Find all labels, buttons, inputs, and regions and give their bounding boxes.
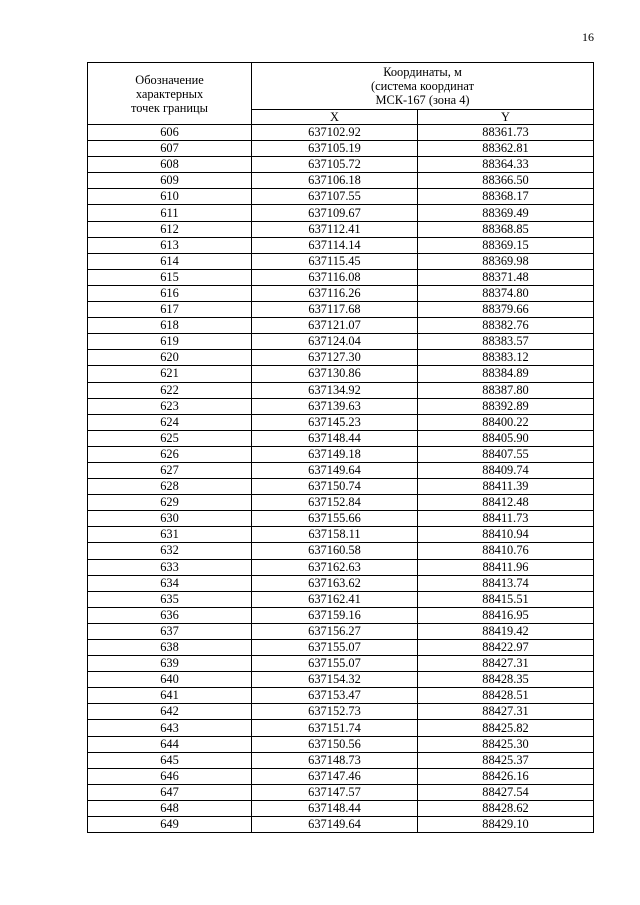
cell-point-id: 615 [88,269,252,285]
cell-x: 637107.55 [252,189,418,205]
cell-point-id: 628 [88,479,252,495]
cell-y: 88411.96 [418,559,594,575]
cell-point-id: 622 [88,382,252,398]
header-x: X [252,110,418,125]
table-row [88,736,594,752]
cell-point-id: 634 [88,575,252,591]
cell-point-id: 616 [88,285,252,301]
cell-x: 637148.73 [252,752,418,768]
cell-y: 88427.31 [418,656,594,672]
cell-x: 637150.74 [252,479,418,495]
cell-point-id: 633 [88,559,252,575]
table-row [88,640,594,656]
cell-y: 88410.94 [418,527,594,543]
cell-x: 637124.04 [252,334,418,350]
cell-y: 88416.95 [418,607,594,623]
cell-y: 88413.74 [418,575,594,591]
table-row [88,237,594,253]
cell-x: 637159.16 [252,607,418,623]
cell-y: 88400.22 [418,414,594,430]
cell-x: 637130.86 [252,366,418,382]
cell-point-id: 648 [88,800,252,816]
cell-point-id: 627 [88,462,252,478]
table-row [88,141,594,157]
cell-x: 637114.14 [252,237,418,253]
table-row [88,511,594,527]
cell-y: 88382.76 [418,318,594,334]
cell-point-id: 626 [88,446,252,462]
cell-x: 637148.44 [252,430,418,446]
cell-point-id: 631 [88,527,252,543]
cell-x: 637163.62 [252,575,418,591]
table-row [88,817,594,833]
cell-x: 637162.63 [252,559,418,575]
cell-x: 637121.07 [252,318,418,334]
cell-y: 88426.16 [418,768,594,784]
cell-point-id: 610 [88,189,252,205]
cell-x: 637147.46 [252,768,418,784]
table-row [88,607,594,623]
table-row [88,173,594,189]
cell-point-id: 630 [88,511,252,527]
cell-x: 637152.73 [252,704,418,720]
cell-x: 637155.66 [252,511,418,527]
cell-y: 88425.30 [418,736,594,752]
cell-point-id: 629 [88,495,252,511]
cell-y: 88369.98 [418,253,594,269]
cell-x: 637112.41 [252,221,418,237]
cell-y: 88383.57 [418,334,594,350]
cell-point-id: 647 [88,784,252,800]
cell-x: 637116.08 [252,269,418,285]
table-row [88,221,594,237]
cell-point-id: 635 [88,591,252,607]
table-row [88,285,594,301]
cell-point-id: 606 [88,125,252,141]
table-body [88,125,594,833]
header-point-label-text: Обозначение характерных точек границы [131,72,208,115]
table-row [88,479,594,495]
table-row [88,318,594,334]
cell-y: 88407.55 [418,446,594,462]
cell-point-id: 613 [88,237,252,253]
table-row [88,253,594,269]
cell-point-id: 642 [88,704,252,720]
table-row [88,205,594,221]
cell-x: 637109.67 [252,205,418,221]
cell-x: 637151.74 [252,720,418,736]
cell-point-id: 639 [88,656,252,672]
cell-point-id: 621 [88,366,252,382]
cell-y: 88428.35 [418,672,594,688]
cell-point-id: 632 [88,543,252,559]
table-row [88,575,594,591]
cell-y: 88362.81 [418,141,594,157]
cell-y: 88425.82 [418,720,594,736]
cell-x: 637160.58 [252,543,418,559]
coordinates-table [87,62,594,833]
cell-x: 637105.19 [252,141,418,157]
cell-y: 88361.73 [418,125,594,141]
cell-x: 637149.64 [252,817,418,833]
cell-point-id: 643 [88,720,252,736]
cell-point-id: 617 [88,302,252,318]
table-row [88,784,594,800]
cell-x: 637127.30 [252,350,418,366]
header-coords-group [252,63,594,110]
table-header [88,63,594,125]
table-row [88,398,594,414]
cell-y: 88429.10 [418,817,594,833]
cell-point-id: 645 [88,752,252,768]
cell-y: 88427.31 [418,704,594,720]
cell-x: 637162.41 [252,591,418,607]
cell-y: 88409.74 [418,462,594,478]
table-row [88,768,594,784]
cell-y: 88427.54 [418,784,594,800]
table-row [88,559,594,575]
table-row [88,527,594,543]
cell-y: 88371.48 [418,269,594,285]
cell-x: 637117.68 [252,302,418,318]
cell-point-id: 612 [88,221,252,237]
cell-point-id: 623 [88,398,252,414]
table-row [88,656,594,672]
cell-x: 637152.84 [252,495,418,511]
cell-y: 88419.42 [418,623,594,639]
cell-point-id: 649 [88,817,252,833]
table-row [88,495,594,511]
table-row [88,366,594,382]
cell-point-id: 608 [88,157,252,173]
cell-y: 88425.37 [418,752,594,768]
cell-y: 88412.48 [418,495,594,511]
table-row [88,800,594,816]
table-row [88,382,594,398]
cell-x: 637148.44 [252,800,418,816]
header-y: Y [418,110,594,125]
cell-y: 88366.50 [418,173,594,189]
cell-y: 88383.12 [418,350,594,366]
cell-point-id: 620 [88,350,252,366]
cell-x: 637150.56 [252,736,418,752]
table-row [88,350,594,366]
cell-x: 637147.57 [252,784,418,800]
table-row [88,157,594,173]
cell-y: 88415.51 [418,591,594,607]
cell-point-id: 619 [88,334,252,350]
table-row [88,704,594,720]
cell-y: 88368.17 [418,189,594,205]
table-row [88,688,594,704]
cell-x: 637153.47 [252,688,418,704]
table-row [88,623,594,639]
cell-point-id: 609 [88,173,252,189]
cell-point-id: 646 [88,768,252,784]
cell-x: 637155.07 [252,656,418,672]
table-row [88,269,594,285]
cell-x: 637149.18 [252,446,418,462]
table-row [88,672,594,688]
cell-point-id: 636 [88,607,252,623]
cell-point-id: 611 [88,205,252,221]
cell-point-id: 625 [88,430,252,446]
cell-y: 88384.89 [418,366,594,382]
cell-y: 88368.85 [418,221,594,237]
table-row [88,752,594,768]
cell-x: 637158.11 [252,527,418,543]
cell-x: 637115.45 [252,253,418,269]
cell-x: 637105.72 [252,157,418,173]
cell-point-id: 618 [88,318,252,334]
table-row [88,462,594,478]
cell-point-id: 637 [88,623,252,639]
table-row [88,430,594,446]
cell-point-id: 614 [88,253,252,269]
table-row [88,189,594,205]
table-row [88,446,594,462]
table-row [88,302,594,318]
cell-x: 637106.18 [252,173,418,189]
cell-point-id: 607 [88,141,252,157]
cell-y: 88428.51 [418,688,594,704]
cell-y: 88411.73 [418,511,594,527]
cell-y: 88392.89 [418,398,594,414]
cell-x: 637155.07 [252,640,418,656]
cell-point-id: 644 [88,736,252,752]
cell-x: 637134.92 [252,382,418,398]
cell-x: 637149.64 [252,462,418,478]
cell-x: 637102.92 [252,125,418,141]
table-row [88,334,594,350]
cell-x: 637154.32 [252,672,418,688]
cell-y: 88410.76 [418,543,594,559]
cell-y: 88428.62 [418,800,594,816]
table-row [88,125,594,141]
cell-x: 637156.27 [252,623,418,639]
table-row [88,591,594,607]
cell-y: 88387.80 [418,382,594,398]
cell-point-id: 638 [88,640,252,656]
cell-point-id: 641 [88,688,252,704]
cell-y: 88422.97 [418,640,594,656]
cell-y: 88411.39 [418,479,594,495]
cell-y: 88369.49 [418,205,594,221]
page-number: 16 [582,30,594,44]
table-row [88,543,594,559]
table-row [88,720,594,736]
cell-point-id: 640 [88,672,252,688]
cell-x: 637145.23 [252,414,418,430]
cell-x: 637116.26 [252,285,418,301]
cell-y: 88364.33 [418,157,594,173]
cell-y: 88374.80 [418,285,594,301]
cell-point-id: 624 [88,414,252,430]
header-coords-group-text: Координаты, м (система координат МСК-167 (зона 4) [371,65,474,107]
cell-x: 637139.63 [252,398,418,414]
cell-y: 88379.66 [418,302,594,318]
header-point-label [88,63,252,125]
cell-y: 88369.15 [418,237,594,253]
cell-y: 88405.90 [418,430,594,446]
table-row [88,414,594,430]
